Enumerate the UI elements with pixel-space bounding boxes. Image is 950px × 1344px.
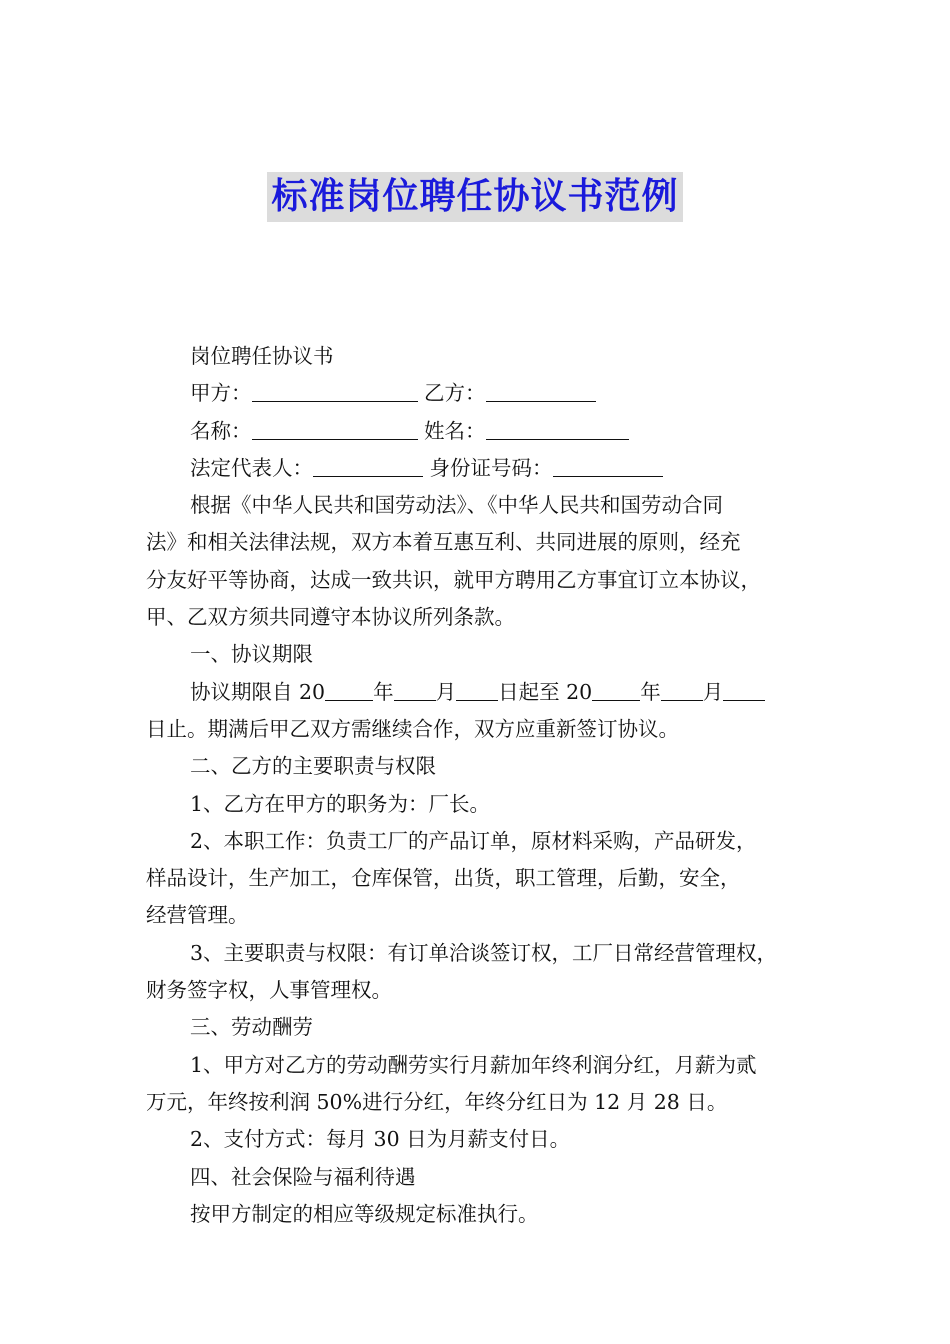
party-a-label: 甲方： bbox=[190, 381, 252, 406]
end-year-blank[interactable] bbox=[592, 680, 640, 701]
person-name-label: 姓名： bbox=[424, 418, 486, 443]
party-b-label: 乙方： bbox=[424, 381, 486, 406]
term-text: 日起至 20 bbox=[498, 679, 593, 704]
start-month-blank[interactable] bbox=[394, 680, 436, 701]
document-title: 标准岗位聘任协议书范例 bbox=[267, 172, 682, 222]
party-line bbox=[146, 375, 836, 412]
paragraph-line: 经营管理。 bbox=[146, 903, 249, 928]
paragraph-line: 样品设计，生产加工，仓库保管，出货，职工管理，后勤，安全， bbox=[146, 866, 741, 891]
section-heading-compensation: 三、劳动酬劳 bbox=[190, 1015, 313, 1040]
year-label: 年 bbox=[640, 679, 661, 704]
legal-rep-label: 法定代表人： bbox=[190, 455, 313, 480]
paragraph-line: 1、甲方对乙方的劳动酬劳实行月薪加年终利润分红，月薪为贰 bbox=[190, 1052, 757, 1077]
month-label: 月 bbox=[435, 679, 457, 704]
paragraph-line: 按甲方制定的相应等级规定标准执行。 bbox=[190, 1201, 539, 1226]
section-heading-term: 一、协议期限 bbox=[190, 642, 313, 667]
representative-line bbox=[146, 450, 836, 487]
paragraph-line: 分友好平等协商，达成一致共识，就甲方聘用乙方事宜订立本协议， bbox=[146, 567, 761, 592]
subtitle: 岗位聘任协议书 bbox=[190, 344, 334, 368]
month-label: 月 bbox=[702, 679, 724, 704]
paragraph-line: 法》和相关法律法规，双方本着互惠互利、共同进展的原则，经充 bbox=[146, 530, 741, 555]
term-text: 协议期限自 20 bbox=[190, 679, 326, 704]
section-heading-duties: 二、乙方的主要职责与权限 bbox=[190, 754, 436, 779]
company-name-blank[interactable] bbox=[252, 419, 418, 440]
start-year-blank[interactable] bbox=[325, 680, 373, 701]
subtitle-line bbox=[146, 338, 836, 375]
paragraph-line: 日止。期满后甲乙双方需继续合作，双方应重新签订协议。 bbox=[146, 716, 679, 741]
paragraph-line: 万元，年终按利润 50%进行分红，年终分红日为 12 月 28 日。 bbox=[146, 1089, 728, 1114]
year-label: 年 bbox=[373, 679, 394, 704]
end-day-blank[interactable] bbox=[723, 680, 765, 701]
term-line bbox=[146, 674, 836, 711]
party-a-blank[interactable] bbox=[252, 381, 418, 402]
company-name-label: 名称： bbox=[190, 418, 252, 443]
paragraph-line: 2、本职工作：负责工厂的产品订单，原材料采购，产品研发， bbox=[190, 828, 757, 853]
section-heading-insurance: 四、社会保险与福利待遇 bbox=[190, 1164, 416, 1189]
start-day-blank[interactable] bbox=[456, 680, 498, 701]
legal-rep-blank[interactable] bbox=[313, 456, 423, 477]
person-name-blank[interactable] bbox=[486, 419, 629, 440]
title-container bbox=[0, 172, 950, 222]
id-number-label: 身份证号码： bbox=[429, 455, 553, 480]
paragraph-line: 甲、乙双方须共同遵守本协议所列条款。 bbox=[146, 605, 515, 630]
end-month-blank[interactable] bbox=[661, 680, 703, 701]
paragraph-line: 财务签字权，人事管理权。 bbox=[146, 978, 392, 1003]
document-body bbox=[146, 338, 836, 1233]
paragraph-line: 1、乙方在甲方的职务为：厂长。 bbox=[190, 791, 491, 816]
id-number-blank[interactable] bbox=[553, 456, 663, 477]
paragraph-line: 2、支付方式：每月 30 日为月薪支付日。 bbox=[190, 1127, 571, 1152]
name-line bbox=[146, 413, 836, 450]
paragraph-line: 3、主要职责与权限：有订单洽谈签订权，工厂日常经营管理权， bbox=[190, 940, 778, 965]
paragraph-line: 根据《中华人民共和国劳动法》、《中华人民共和国劳动合同 bbox=[190, 493, 723, 518]
party-b-blank[interactable] bbox=[486, 381, 596, 402]
